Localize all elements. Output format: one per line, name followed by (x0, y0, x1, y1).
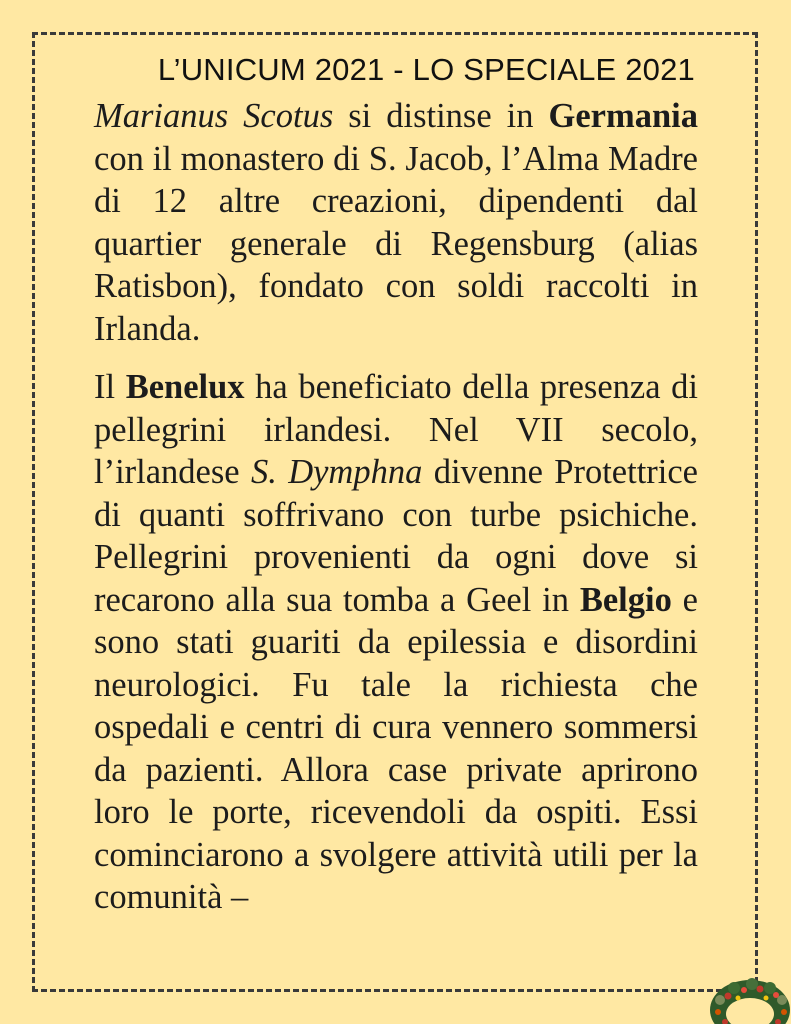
place-belgio: Belgio (579, 580, 672, 619)
paragraph-text: ha beneficiato della presenza di pellegrini irlandesi. Nel VII secolo, l’irlandese (94, 368, 699, 491)
paragraph-text: e sono stati guariti da epilessia e disordini neurologici. Fu tale la richiesta che ospedali e centri di cura vennero sommersi da pazienti. Allora case private aprirono loro le porte, ricevendoli da ospiti. Essi cominciarono a svolgere attività utili per la comunità – (94, 580, 698, 916)
christmas-wreath-icon (700, 962, 791, 1024)
place-germania: Germania (548, 97, 698, 135)
paragraph-benelux (94, 366, 698, 919)
name-marianus-scotus: Marianus Scotus (94, 97, 334, 135)
name-s-dymphna: S. Dymphna (250, 453, 423, 491)
paragraph-text: si distinse in (333, 97, 549, 135)
page-header: L’UNICUM 2021 - LO SPECIALE 2021 (157, 52, 695, 87)
paragraph-text: Il (94, 368, 126, 406)
paragraph-text: divenne Protettrice di quanti soffrivano con turbe psichiche. Pellegrini provenienti da ogni dove si recarono alla sua tomba a Geel in (94, 453, 698, 619)
paragraph-text: con il monastero di S. Jacob, l’Alma Madre di 12 altre creazioni, dipendenti dal quartier generale di Regensburg (alias Ratisbon), fondato con soldi raccolti in Irlanda. (94, 139, 698, 348)
place-benelux: Benelux (125, 368, 245, 406)
paragraph-germania (94, 95, 698, 350)
